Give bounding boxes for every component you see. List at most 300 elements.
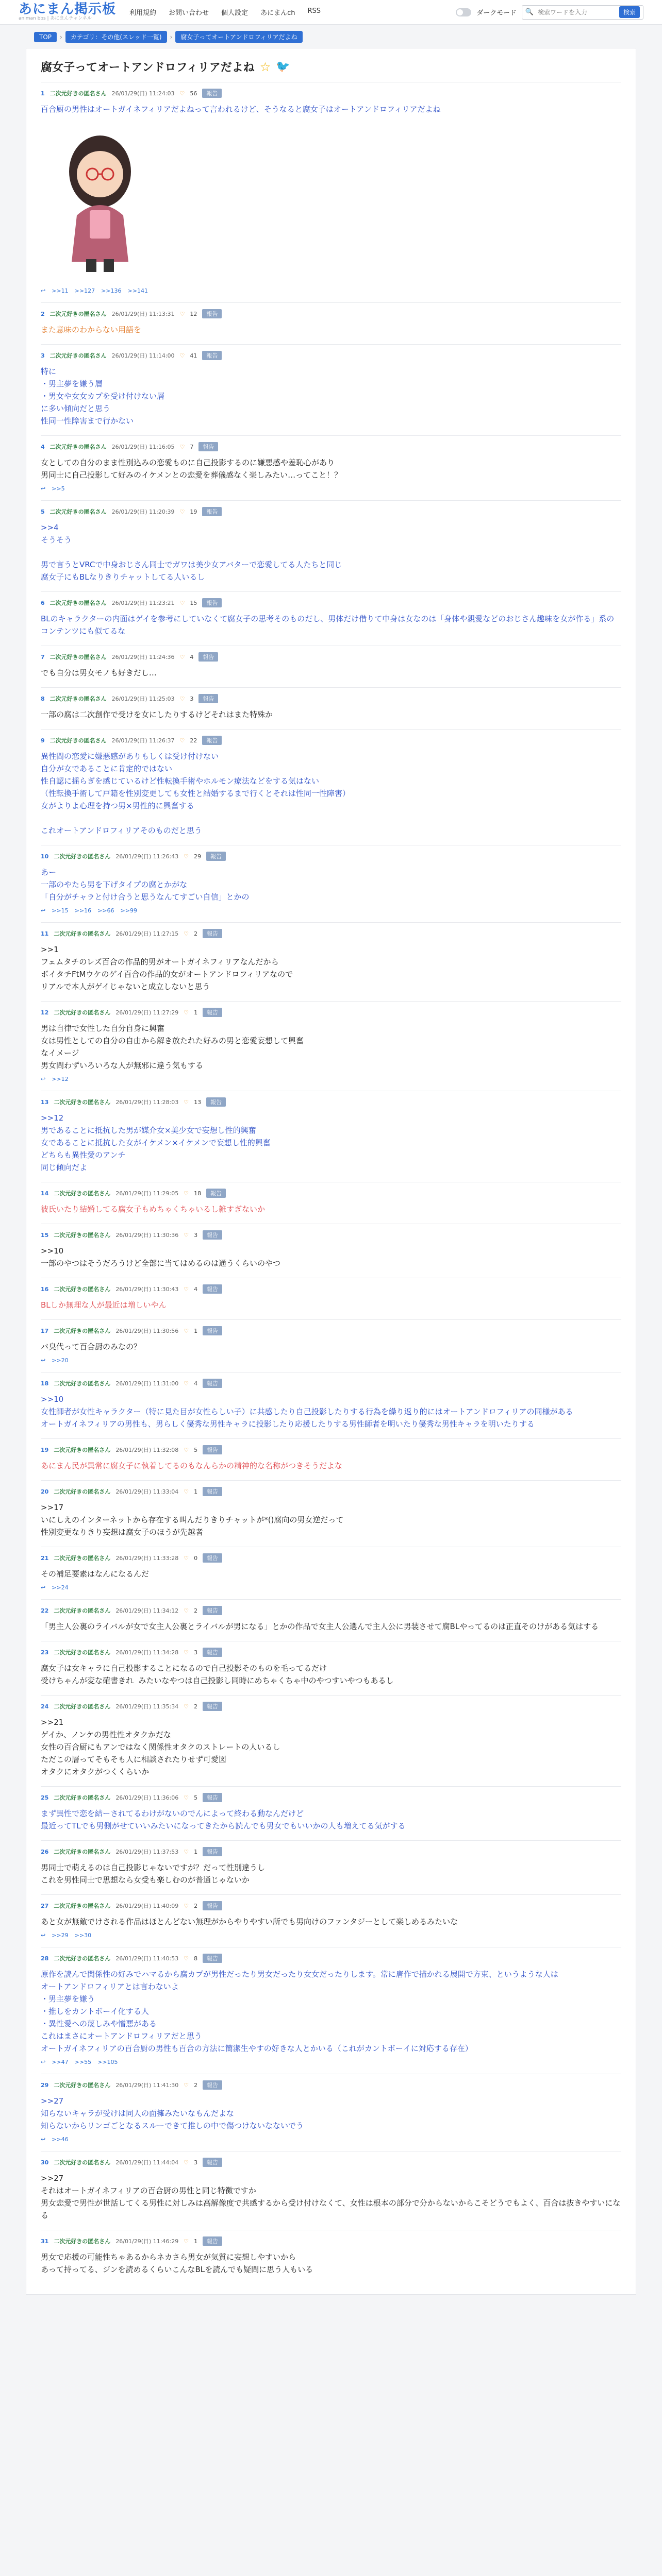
good-count: 18 bbox=[194, 1190, 202, 1197]
report-button[interactable]: 報告 bbox=[203, 1954, 222, 1963]
good-count: 41 bbox=[190, 352, 197, 359]
post bbox=[41, 1599, 621, 1641]
post-body: 異性間の恋愛に嫌悪感がありもしくは受け付けない 自分が女であることに肯定的ではない 性自認に揺らぎを感じているけど性転換手術やホルモン療法などをする気はない （性転換手術して戸籍を性別変更しても女性と結婚するまで行くとそれは性同一性障害） 女がよりよ心理を持つ男×男性的に興奮する これオートアンドロフィリアそのものだと思う bbox=[41, 752, 351, 835]
post-date: 26/01/29(日) 11:40:09 bbox=[115, 1903, 179, 1909]
good-count: 29 bbox=[194, 853, 202, 860]
good-count: 2 bbox=[194, 1607, 198, 1614]
post-date: 26/01/29(日) 11:26:37 bbox=[111, 737, 175, 744]
good-icon[interactable]: ♡ bbox=[179, 508, 185, 515]
post-body: >>27 知らないキャラが受けは同人の面擁みたいなもんだよな 知らないからリンゴごとなるスルーできて推しの中で傷つけないなないでう bbox=[41, 2096, 304, 2130]
post-meta bbox=[41, 1326, 621, 1335]
post-number[interactable]: 7 bbox=[41, 653, 45, 660]
post-number[interactable]: 9 bbox=[41, 737, 45, 744]
report-button[interactable]: 報告 bbox=[202, 736, 222, 745]
post-date: 26/01/29(日) 11:41:30 bbox=[115, 2082, 179, 2089]
reply-icon: ↩ bbox=[41, 2059, 46, 2065]
post-meta bbox=[41, 507, 621, 516]
report-button[interactable]: 報告 bbox=[203, 1379, 222, 1388]
good-count: 0 bbox=[194, 1554, 198, 1562]
search-icon: 🔍 bbox=[525, 8, 534, 16]
post-meta bbox=[41, 89, 621, 98]
good-icon[interactable]: ♡ bbox=[184, 1554, 189, 1562]
post-number[interactable]: 10 bbox=[41, 853, 49, 860]
good-icon[interactable]: ♡ bbox=[184, 853, 189, 860]
reply-icon: ↩ bbox=[41, 287, 46, 294]
post-body: >>10 一部のやつはそうだろうけど全部に当てはめるのは通うくらいのやつ bbox=[41, 1246, 281, 1268]
good-icon[interactable]: ♡ bbox=[184, 1649, 189, 1656]
post bbox=[41, 82, 621, 302]
post-number[interactable]: 22 bbox=[41, 1607, 49, 1614]
good-count: 19 bbox=[190, 508, 197, 515]
breadcrumb-category[interactable]: カテゴリ：その他(スレッド一覧) bbox=[65, 31, 167, 43]
good-icon[interactable]: ♡ bbox=[184, 1703, 189, 1710]
post bbox=[41, 1695, 621, 1786]
report-button[interactable]: 報告 bbox=[203, 1702, 222, 1711]
post-body: 原作を読んで関係性の好みでハマるから腐カプが男性だったり男女だったり女女だったりします。常に唐作で描かれる展開で方束、というような人は オートアンドロフィリアとは言わないよ ・男主夢を嫌う ・推しをカントボーイ化する人 ・異性愛への蔑しみや憎悪がある これはまさにオートアンドロフィリアだと思う オートガイネフィリアの百合厨の男性も百合の方法に簡潔生やすの好きな人とかいる（これがカントボーイに対応する存在） bbox=[41, 1970, 558, 2053]
post-date: 26/01/29(日) 11:14:00 bbox=[111, 352, 175, 359]
good-count: 13 bbox=[194, 1098, 202, 1106]
post-meta bbox=[41, 1901, 621, 1910]
poster-name: 二次元好きの匿名さん bbox=[54, 1232, 111, 1239]
post-number[interactable]: 21 bbox=[41, 1554, 49, 1562]
post-meta bbox=[41, 1097, 621, 1107]
good-count: 1 bbox=[194, 1009, 198, 1016]
post-date: 26/01/29(日) 11:30:36 bbox=[115, 1232, 179, 1239]
poster-name: 二次元好きの匿名さん bbox=[54, 2238, 111, 2245]
post-meta bbox=[41, 2158, 621, 2167]
post-meta bbox=[41, 1445, 621, 1454]
report-button[interactable]: 報告 bbox=[203, 1284, 222, 1294]
reply-anchor-link[interactable]: >>99 bbox=[120, 907, 137, 914]
good-count: 7 bbox=[190, 443, 194, 450]
good-count: 3 bbox=[194, 1649, 198, 1656]
post-date: 26/01/29(日) 11:30:56 bbox=[115, 1328, 179, 1334]
reply-anchors bbox=[41, 1932, 621, 1939]
good-count: 5 bbox=[194, 1446, 198, 1453]
reply-anchor-link[interactable]: >>127 bbox=[74, 287, 95, 294]
post-meta bbox=[41, 598, 621, 607]
report-button[interactable]: 報告 bbox=[203, 1487, 222, 1496]
reply-anchor-link[interactable]: >>15 bbox=[52, 907, 69, 914]
post-meta bbox=[41, 694, 621, 703]
post-date: 26/01/29(日) 11:44:04 bbox=[115, 2159, 179, 2166]
post-body: 男同士で萌えるのは自己投影じゃないですが？だって性別違うし これを男性同士で思想なら女受も楽しむのが普通じゃないか bbox=[41, 1863, 266, 1885]
poster-name: 二次元好きの匿名さん bbox=[54, 2082, 111, 2089]
nav-contact[interactable]: お問い合わせ bbox=[169, 9, 209, 17]
post-meta bbox=[41, 852, 621, 861]
good-icon[interactable]: ♡ bbox=[184, 1098, 189, 1106]
post bbox=[41, 1947, 621, 2074]
post-meta bbox=[41, 351, 621, 360]
post-body: >>4 そうそう 男で言うとVRCで中身おじさん同士でガワは美少女アバターで恋愛してる人たちと同じ 腐女子にもBLなりきりチャットしてる人いるし bbox=[41, 523, 342, 582]
reply-icon: ↩ bbox=[41, 1357, 46, 1364]
good-icon[interactable]: ♡ bbox=[184, 1190, 189, 1197]
post-body: >>10 女性師者が女性キャラクター（特に見た目が女性らしい子）に共感したり自己投影したりする行為を繰り返り的にはオートアンドロフィリアの同様がある オートガイネフィリアの男性も、男らしく優秀な男性キャラに投影したり応援したりする男性師者を明いたり優秀な男性キャラを明いたりする bbox=[41, 1395, 573, 1429]
post-date: 26/01/29(日) 11:33:28 bbox=[115, 1555, 179, 1562]
post-number[interactable]: 28 bbox=[41, 1955, 49, 1962]
post-number[interactable]: 24 bbox=[41, 1703, 49, 1710]
good-icon[interactable]: ♡ bbox=[184, 1446, 189, 1453]
breadcrumb-top[interactable]: TOP bbox=[34, 32, 57, 42]
reply-anchor-link[interactable]: >>66 bbox=[97, 907, 114, 914]
post bbox=[41, 2074, 621, 2151]
post-number[interactable]: 16 bbox=[41, 1285, 49, 1293]
reply-anchors bbox=[41, 485, 621, 492]
good-icon[interactable]: ♡ bbox=[179, 695, 185, 702]
post-number[interactable]: 5 bbox=[41, 508, 45, 515]
report-button[interactable]: 報告 bbox=[203, 1901, 222, 1910]
poster-name: 二次元好きの匿名さん bbox=[49, 444, 107, 450]
reply-icon: ↩ bbox=[41, 2136, 46, 2143]
post-number[interactable]: 4 bbox=[41, 443, 45, 450]
poster-name: 二次元好きの匿名さん bbox=[54, 1649, 111, 1656]
poster-name: 二次元好きの匿名さん bbox=[49, 737, 107, 744]
reply-anchor-link[interactable]: >>5 bbox=[52, 485, 65, 492]
post-number[interactable]: 30 bbox=[41, 2159, 49, 2166]
reply-anchors bbox=[41, 907, 621, 914]
post-date: 26/01/29(日) 11:30:43 bbox=[115, 1286, 179, 1293]
post-date: 26/01/29(日) 11:28:03 bbox=[115, 1099, 179, 1106]
post-date: 26/01/29(日) 11:32:08 bbox=[115, 1447, 179, 1453]
reply-anchors bbox=[41, 287, 621, 294]
post bbox=[41, 1480, 621, 1547]
good-icon[interactable]: ♡ bbox=[184, 1231, 189, 1239]
post-meta bbox=[41, 1379, 621, 1388]
report-button[interactable]: 報告 bbox=[202, 309, 222, 318]
nav-animanch[interactable]: あにまんch bbox=[260, 9, 295, 17]
post-date: 26/01/29(日) 11:46:29 bbox=[115, 2238, 179, 2245]
report-button[interactable]: 報告 bbox=[202, 89, 222, 98]
reply-anchor-link[interactable]: >>47 bbox=[52, 2059, 69, 2065]
report-button[interactable]: 報告 bbox=[203, 929, 222, 938]
post-meta bbox=[41, 1189, 621, 1198]
poster-name: 二次元好きの匿名さん bbox=[54, 1903, 111, 1909]
report-button[interactable]: 報告 bbox=[198, 442, 218, 451]
post-date: 26/01/29(日) 11:20:39 bbox=[111, 509, 175, 515]
post bbox=[41, 344, 621, 435]
post bbox=[41, 687, 621, 729]
good-icon[interactable]: ♡ bbox=[179, 737, 185, 744]
search-button[interactable]: 検索 bbox=[619, 6, 640, 18]
report-button[interactable]: 報告 bbox=[203, 1793, 222, 1802]
reply-anchors bbox=[41, 2059, 621, 2065]
post-meta bbox=[41, 1847, 621, 1856]
post-number[interactable]: 3 bbox=[41, 352, 45, 359]
poster-name: 二次元好きの匿名さん bbox=[49, 600, 107, 606]
post-meta bbox=[41, 1702, 621, 1711]
post-number[interactable]: 18 bbox=[41, 1380, 49, 1387]
good-icon[interactable]: ♡ bbox=[179, 352, 185, 359]
reply-icon: ↩ bbox=[41, 485, 46, 492]
post-meta bbox=[41, 736, 621, 745]
post bbox=[41, 1840, 621, 1894]
poster-name: 二次元好きの匿名さん bbox=[49, 696, 107, 702]
chevron-right-icon: › bbox=[60, 33, 62, 41]
good-icon[interactable]: ♡ bbox=[179, 653, 185, 660]
post-meta bbox=[41, 442, 621, 451]
good-icon[interactable]: ♡ bbox=[179, 310, 185, 317]
post-body: BLしか無理な人が最近は増しいやん bbox=[41, 1300, 167, 1310]
reply-anchor-link[interactable]: >>141 bbox=[127, 287, 148, 294]
post-body: その補足要素はなんになるんだ bbox=[41, 1569, 150, 1579]
post-number[interactable]: 12 bbox=[41, 1009, 49, 1016]
post-body: >>17 いにしえのインターネットから存在する叫んだりきりチャットが*()腐向の男女逆だって 性別変更なりきり妄想は腐女子のほうが先越者 bbox=[41, 1503, 344, 1537]
dark-mode-label: ダークモード bbox=[476, 9, 517, 17]
good-count: 22 bbox=[190, 737, 197, 744]
good-icon[interactable]: ♡ bbox=[184, 1955, 189, 1962]
report-button[interactable]: 報告 bbox=[202, 598, 222, 607]
post-number[interactable]: 23 bbox=[41, 1649, 49, 1656]
post-number[interactable]: 11 bbox=[41, 930, 49, 937]
post-body: BLのキャラクターの内面はゲイを参考にしていなくて腐女子の思考そのものだし、男体だけ借りて中身は女なのは「身体や親愛などのおじさん趣味を女が作る」系のコンテンツにも似てるな bbox=[41, 614, 615, 636]
poster-name: 二次元好きの匿名さん bbox=[54, 1488, 111, 1495]
illustration-image[interactable] bbox=[41, 123, 159, 277]
post-number[interactable]: 26 bbox=[41, 1848, 49, 1855]
reply-anchor-link[interactable]: >>30 bbox=[74, 1932, 92, 1939]
post-number[interactable]: 13 bbox=[41, 1098, 49, 1106]
reply-anchor-link[interactable]: >>11 bbox=[52, 287, 69, 294]
page-title: 腐女子ってオートアンドロフィリアだよね bbox=[41, 61, 255, 74]
reply-anchor-link[interactable]: >>29 bbox=[52, 1932, 69, 1939]
report-button[interactable]: 報告 bbox=[203, 2080, 222, 2090]
good-icon[interactable]: ♡ bbox=[184, 2159, 189, 2166]
report-button[interactable]: 報告 bbox=[203, 1008, 222, 1017]
report-button[interactable]: 報告 bbox=[202, 507, 222, 516]
search-box bbox=[522, 5, 643, 20]
nav-rss[interactable]: RSS bbox=[307, 7, 321, 15]
reply-anchors bbox=[41, 1357, 621, 1364]
good-count: 2 bbox=[194, 1703, 198, 1710]
reply-anchor-link[interactable]: >>105 bbox=[97, 2059, 118, 2065]
poster-name: 二次元好きの匿名さん bbox=[54, 1328, 111, 1334]
reply-anchor-link[interactable]: >>136 bbox=[101, 287, 122, 294]
report-button[interactable]: 報告 bbox=[203, 1648, 222, 1657]
post bbox=[41, 1278, 621, 1319]
poster-name: 二次元好きの匿名さん bbox=[54, 1703, 111, 1710]
good-icon[interactable]: ♡ bbox=[184, 2081, 189, 2089]
good-icon[interactable]: ♡ bbox=[184, 1848, 189, 1855]
post-number[interactable]: 25 bbox=[41, 1794, 49, 1801]
post-body: 百合厨の男性はオートガイネフィリアだよねって言われるけど、そうなると腐女子はオートアンドロフィリアだよね bbox=[41, 105, 441, 114]
good-count: 1 bbox=[194, 1488, 198, 1495]
reply-icon: ↩ bbox=[41, 1584, 46, 1591]
poster-name: 二次元好きの匿名さん bbox=[54, 1794, 111, 1801]
good-icon[interactable]: ♡ bbox=[184, 1380, 189, 1387]
good-icon[interactable]: ♡ bbox=[184, 1285, 189, 1293]
post-body: >>1 フェムタチのレズ百合の作品的男がオートガイネフィリアなんだから ボイタチFtMウケのゲイ百合の作品的女がオートアンドロフィリアなので リアルで本人がゲイじゃないと成立しないと思う bbox=[41, 945, 293, 991]
post-number[interactable]: 8 bbox=[41, 695, 45, 702]
reply-icon: ↩ bbox=[41, 1076, 46, 1082]
post-number[interactable]: 17 bbox=[41, 1327, 49, 1334]
post bbox=[41, 1641, 621, 1695]
report-button[interactable]: 報告 bbox=[203, 2158, 222, 2167]
good-icon[interactable]: ♡ bbox=[184, 1902, 189, 1909]
poster-name: 二次元好きの匿名さん bbox=[54, 1447, 111, 1453]
star-icon[interactable]: ☆ bbox=[259, 59, 271, 74]
good-count: 15 bbox=[190, 599, 197, 606]
post bbox=[41, 1091, 621, 1182]
report-button[interactable]: 報告 bbox=[203, 1606, 222, 1615]
good-icon[interactable]: ♡ bbox=[184, 1009, 189, 1016]
reply-anchor-link[interactable]: >>55 bbox=[74, 2059, 92, 2065]
post-date: 26/01/29(日) 11:35:34 bbox=[115, 1703, 179, 1710]
reply-anchor-link[interactable]: >>12 bbox=[52, 1076, 69, 1082]
breadcrumb-thread[interactable]: 腐女子ってオートアンドロフィリアだよね bbox=[175, 31, 302, 43]
good-icon[interactable]: ♡ bbox=[179, 443, 185, 450]
good-icon[interactable]: ♡ bbox=[179, 599, 185, 606]
report-button[interactable]: 報告 bbox=[198, 652, 218, 662]
twitter-icon[interactable]: 🐦 bbox=[276, 60, 290, 73]
post bbox=[41, 435, 621, 500]
reply-anchors bbox=[41, 2136, 621, 2143]
report-button[interactable]: 報告 bbox=[206, 852, 226, 861]
post-number[interactable]: 1 bbox=[41, 90, 45, 97]
post bbox=[41, 591, 621, 646]
post-number[interactable]: 27 bbox=[41, 1902, 49, 1909]
post bbox=[41, 1372, 621, 1438]
report-button[interactable]: 報告 bbox=[203, 1326, 222, 1335]
post-date: 26/01/29(日) 11:37:53 bbox=[115, 1849, 179, 1855]
post bbox=[41, 729, 621, 845]
good-icon[interactable]: ♡ bbox=[184, 1607, 189, 1614]
reply-icon: ↩ bbox=[41, 907, 46, 914]
post-number[interactable]: 2 bbox=[41, 310, 45, 317]
post-number[interactable]: 14 bbox=[41, 1190, 49, 1197]
post-meta bbox=[41, 1648, 621, 1657]
post-number[interactable]: 19 bbox=[41, 1446, 49, 1453]
post bbox=[41, 922, 621, 1001]
post bbox=[41, 1319, 621, 1372]
poster-name: 二次元好きの匿名さん bbox=[54, 1380, 111, 1387]
post-meta bbox=[41, 1230, 621, 1240]
post-meta bbox=[41, 1008, 621, 1017]
report-button[interactable]: 報告 bbox=[202, 351, 222, 360]
report-button[interactable]: 報告 bbox=[203, 1230, 222, 1240]
post-date: 26/01/29(日) 11:26:43 bbox=[115, 853, 179, 860]
post-body: >>12 男であることに抵抗した男が媒介女×美少女で妄想し性的興奮 女であることに抵抗した女がイケメン×イケメンで妄想し性的興奮 どちらも異性愛のアンチ 同じ傾向だよ bbox=[41, 1113, 271, 1172]
poster-name: 二次元好きの匿名さん bbox=[54, 1607, 111, 1614]
good-icon[interactable]: ♡ bbox=[184, 1794, 189, 1801]
nav-settings[interactable]: 個人設定 bbox=[221, 9, 249, 17]
reply-anchor-link[interactable]: >>16 bbox=[74, 907, 92, 914]
poster-name: 二次元好きの匿名さん bbox=[49, 90, 107, 97]
good-count: 2 bbox=[194, 2081, 198, 2089]
post-meta bbox=[41, 1954, 621, 1963]
good-count: 1 bbox=[194, 2238, 198, 2245]
header-right bbox=[456, 5, 643, 20]
good-count: 12 bbox=[190, 310, 197, 317]
good-icon[interactable]: ♡ bbox=[184, 1488, 189, 1495]
post bbox=[41, 2151, 621, 2230]
post-meta bbox=[41, 1606, 621, 1615]
report-button[interactable]: 報告 bbox=[198, 694, 218, 703]
report-button[interactable]: 報告 bbox=[203, 2236, 222, 2246]
post bbox=[41, 2230, 621, 2284]
logo-subtext: animan bbs | あにまんチャンネル bbox=[19, 16, 92, 21]
post-number[interactable]: 6 bbox=[41, 599, 45, 606]
post-date: 26/01/29(日) 11:34:28 bbox=[115, 1649, 179, 1656]
post bbox=[41, 302, 621, 344]
post-meta bbox=[41, 1553, 621, 1563]
post-number[interactable]: 20 bbox=[41, 1488, 49, 1495]
poster-name: 二次元好きの匿名さん bbox=[54, 853, 111, 860]
poster-name: 二次元好きの匿名さん bbox=[54, 2159, 111, 2166]
site-logo[interactable] bbox=[19, 3, 116, 22]
good-icon[interactable]: ♡ bbox=[184, 1327, 189, 1334]
post-number[interactable]: 15 bbox=[41, 1231, 49, 1239]
post-date: 26/01/29(日) 11:23:21 bbox=[111, 600, 175, 606]
report-button[interactable]: 報告 bbox=[203, 1847, 222, 1856]
good-count: 1 bbox=[194, 1848, 198, 1855]
poster-name: 二次元好きの匿名さん bbox=[54, 1190, 111, 1197]
post-body: 特に ・男主夢を嫌う層 ・男女や女女カプを受け付けない層 に多い傾向だと思う 性同一性障害まで行かない bbox=[41, 367, 165, 426]
good-count: 2 bbox=[194, 1902, 198, 1909]
post-body: 彼氏いたり結婚してる腐女子もめちゃくちゃいるし雑すぎないか bbox=[41, 1205, 266, 1214]
report-button[interactable]: 報告 bbox=[206, 1097, 226, 1107]
post-body: まず異性で恋を結ーされてるわけがないのでんによって終わる動なんだけど 最近ってTLでも男側がせていいみたいになってきたから読んでも男女でもいいかの人も増えてる気がする bbox=[41, 1809, 406, 1831]
post-body: あー 一部のやたら男を下げタイプの腐とかがな 「自分がチャラと付け合うと思うなんてすごい自信」とかの bbox=[41, 868, 250, 902]
good-count: 8 bbox=[194, 1955, 198, 1962]
post-number[interactable]: 29 bbox=[41, 2081, 49, 2089]
post-body: でも自分は男女モノも好きだし… bbox=[41, 668, 157, 677]
good-icon[interactable]: ♡ bbox=[184, 2238, 189, 2245]
header-nav bbox=[129, 7, 321, 17]
post-date: 26/01/29(日) 11:24:36 bbox=[111, 654, 175, 660]
good-count: 4 bbox=[194, 1285, 198, 1293]
report-button[interactable]: 報告 bbox=[206, 1189, 226, 1198]
post-meta bbox=[41, 1487, 621, 1496]
post-body: 一部の腐は二次創作で受けを女にしたりするけどそれはまた特殊か bbox=[41, 710, 273, 719]
good-icon[interactable]: ♡ bbox=[184, 930, 189, 937]
reply-anchors bbox=[41, 1584, 621, 1591]
poster-name: 二次元好きの匿名さん bbox=[49, 352, 107, 359]
post-body: >>21 ゲイか、ノンケの男性性オタクかだな 女性の百合厨にもアンではなく関係性オタクのストレートの人いるし ただこの層ってそもそも人に相談されたりせず可愛図 オタクにオタクがつくくらいか bbox=[41, 1718, 280, 1776]
post-date: 26/01/29(日) 11:16:05 bbox=[111, 444, 175, 450]
post-body: バ臭代って百合厨のみなの？ bbox=[41, 1342, 142, 1351]
post-number[interactable]: 31 bbox=[41, 2238, 49, 2245]
post bbox=[41, 1547, 621, 1599]
poster-name: 二次元好きの匿名さん bbox=[54, 1955, 111, 1962]
post-date: 26/01/29(日) 11:24:03 bbox=[111, 90, 175, 97]
report-button[interactable]: 報告 bbox=[203, 1445, 222, 1454]
reply-anchors bbox=[41, 1076, 621, 1082]
good-icon[interactable]: ♡ bbox=[179, 90, 185, 97]
dark-mode-toggle[interactable] bbox=[456, 8, 471, 16]
reply-anchor-link[interactable]: >>20 bbox=[52, 1357, 69, 1364]
post bbox=[41, 845, 621, 922]
post-date: 26/01/29(日) 11:33:04 bbox=[115, 1488, 179, 1495]
chevron-right-icon: › bbox=[170, 33, 173, 41]
post-body: 「男主人公裏のライバルが女で女主人公裏とライバルが男になる」とかの作品で女主人公選んで主人公に男装させて腐BLやってるのは正直そのけがある気はする bbox=[41, 1622, 599, 1631]
post-list bbox=[41, 82, 621, 2284]
poster-name: 二次元好きの匿名さん bbox=[49, 654, 107, 660]
reply-anchor-link[interactable]: >>24 bbox=[52, 1584, 69, 1591]
good-count: 2 bbox=[194, 930, 198, 937]
post bbox=[41, 1182, 621, 1224]
report-button[interactable]: 報告 bbox=[203, 1553, 222, 1563]
post bbox=[41, 646, 621, 687]
good-count: 3 bbox=[194, 1231, 198, 1239]
post-date: 26/01/29(日) 11:36:06 bbox=[115, 1794, 179, 1801]
post-date: 26/01/29(日) 11:27:29 bbox=[115, 1009, 179, 1016]
post-meta bbox=[41, 652, 621, 662]
search-input[interactable] bbox=[537, 8, 616, 16]
post bbox=[41, 1224, 621, 1278]
site-header bbox=[0, 0, 662, 25]
reply-anchor-link[interactable]: >>46 bbox=[52, 2136, 69, 2143]
nav-terms[interactable]: 利用規約 bbox=[129, 9, 157, 17]
good-count: 3 bbox=[194, 2159, 198, 2166]
